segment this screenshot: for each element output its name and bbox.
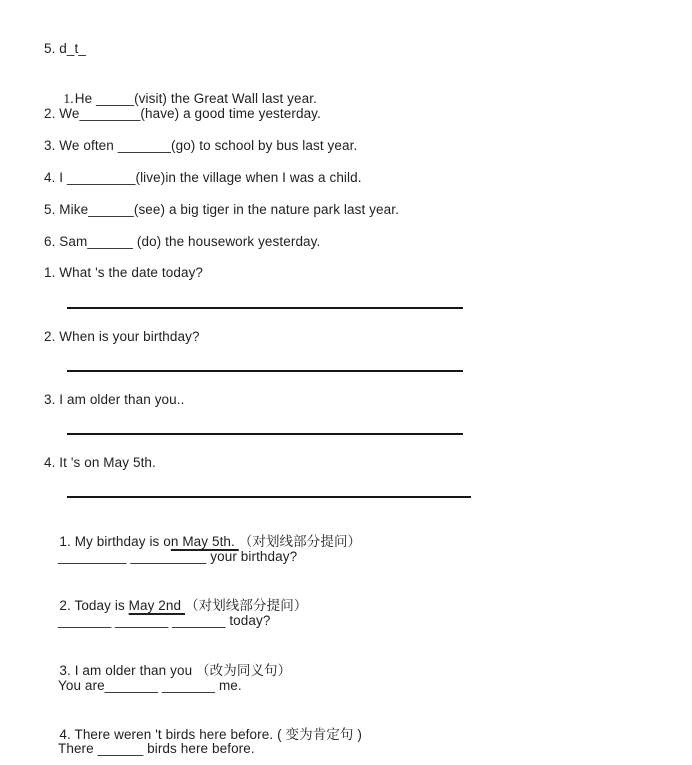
question-item: 4. It 's on May 5th.: [44, 455, 156, 470]
rewrite-underlined-part: n May 5th.: [170, 534, 239, 549]
item-number: 1.: [63, 91, 74, 106]
question-item: 3. I am older than you..: [44, 392, 185, 407]
rewrite-text: 3. I am older than you: [59, 663, 197, 678]
rewrite-prefix: 1. My birthday is o: [59, 534, 171, 549]
rewrite-instruction: （改为同义句）: [196, 663, 292, 678]
word-puzzle-item: 5. d_t_: [44, 41, 86, 56]
verb-fill-item: 3. We often _______(go) to school by bus last year.: [44, 138, 358, 153]
rewrite-answer: _______ _______ _______ today?: [58, 613, 271, 628]
answer-line: [67, 307, 463, 309]
verb-fill-item: 5. Mike______(see) a big tiger in the nature park last year.: [44, 202, 399, 217]
verb-fill-item: 6. Sam______ (do) the housework yesterday.: [44, 234, 321, 249]
rewrite-answer: There ______ birds here before.: [58, 741, 255, 756]
item-text: He _____(visit) the Great Wall last year.: [74, 91, 317, 106]
rewrite-prefix: 2. Today is: [59, 598, 129, 613]
answer-line: [67, 433, 463, 435]
answer-line: [67, 496, 471, 498]
verb-fill-item: 2. We________(have) a good time yesterday.: [44, 106, 321, 121]
rewrite-answer: You are_______ _______ me.: [58, 678, 242, 693]
verb-fill-item: 4. I _________(live)in the village when I was a child.: [44, 170, 362, 185]
question-item: 2. When is your birthday?: [44, 329, 200, 344]
rewrite-instruction: （对划线部分提问）: [185, 598, 308, 613]
question-item: 1. What 's the date today?: [44, 265, 204, 280]
rewrite-answer: _________ __________ your birthday?: [58, 549, 298, 564]
rewrite-text: 4. There weren 't birds here before.: [59, 727, 278, 742]
rewrite-underlined-part: May 2nd: [128, 598, 185, 613]
rewrite-instruction: ( 变为肯定句 ): [277, 727, 362, 742]
rewrite-instruction: （对划线部分提问）: [238, 534, 362, 549]
answer-line: [67, 370, 463, 372]
